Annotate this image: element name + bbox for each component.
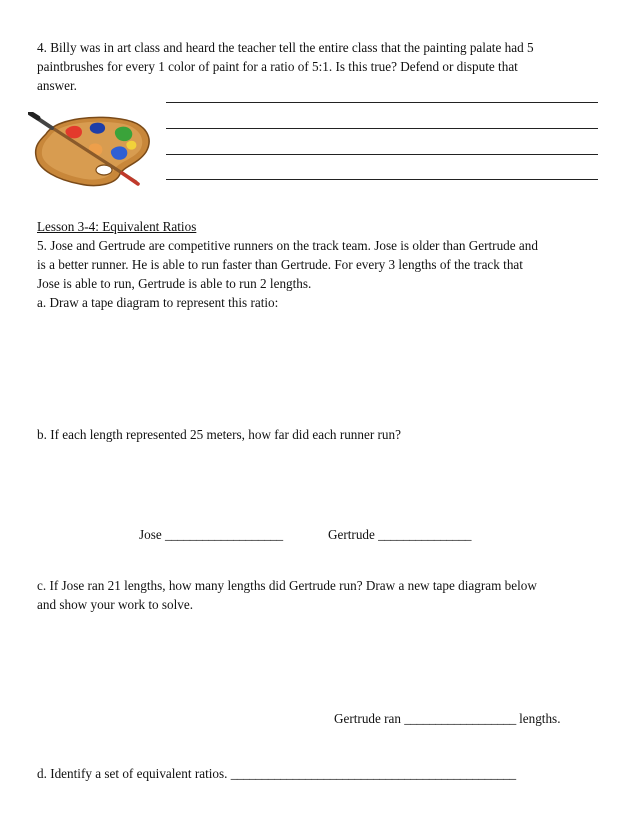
question-5-line-1: 5. Jose and Gertrude are competitive runners on the track team. Jose is older than Gertrude and [37, 238, 538, 253]
question-4 [37, 38, 607, 95]
gertrude-answer-blank[interactable]: _______________ [378, 527, 472, 542]
question-5d-text: d. Identify a set of equivalent ratios. [37, 766, 228, 781]
gertrude-ran-suffix: lengths. [519, 711, 561, 726]
answer-line-1[interactable] [166, 102, 598, 103]
question-4-line-1: 4. Billy was in art class and heard the teacher tell the entire class that the painting palate had 5 [37, 40, 534, 55]
painting-palette-icon [28, 112, 156, 190]
jose-answer-blank[interactable]: ___________________ [165, 527, 283, 542]
question-5 [37, 236, 607, 312]
question-5-line-3: Jose is able to run, Gertrude is able to run 2 lengths. [37, 276, 312, 291]
question-5c-line-1: c. If Jose ran 21 lengths, how many lengths did Gertrude run? Draw a new tape diagram below [37, 578, 537, 593]
lesson-title: Lesson 3-4: Equivalent Ratios [37, 219, 197, 234]
question-5c [37, 576, 607, 614]
question-5c-line-2: and show your work to solve. [37, 597, 194, 612]
question-4-line-2: paintbrushes for every 1 color of paint for a ratio of 5:1. Is this true? Defend or dispute that [37, 59, 518, 74]
answer-line-4[interactable] [166, 179, 598, 180]
gertrude-ran-row [334, 709, 561, 728]
gertrude-label: Gertrude [328, 527, 375, 542]
question-5a: a. Draw a tape diagram to represent this ratio: [37, 295, 279, 310]
gertrude-ran-prefix: Gertrude ran [334, 711, 401, 726]
answer-line-2[interactable] [166, 128, 598, 129]
jose-label: Jose [139, 527, 162, 542]
question-5b: b. If each length represented 25 meters, how far did each runner run? [37, 427, 401, 442]
gertrude-ran-blank[interactable]: __________________ [404, 711, 516, 726]
question-5-line-2: is a better runner. He is able to run faster than Gertrude. For every 3 lengths of the track that [37, 257, 523, 272]
question-4-line-3: answer. [37, 78, 77, 93]
answer-line-3[interactable] [166, 154, 598, 155]
equivalent-ratios-blank[interactable]: ______________________________________________ [230, 766, 516, 781]
gertrude-answer-row [328, 525, 471, 544]
jose-answer-row [139, 525, 283, 544]
question-5d [37, 764, 516, 783]
